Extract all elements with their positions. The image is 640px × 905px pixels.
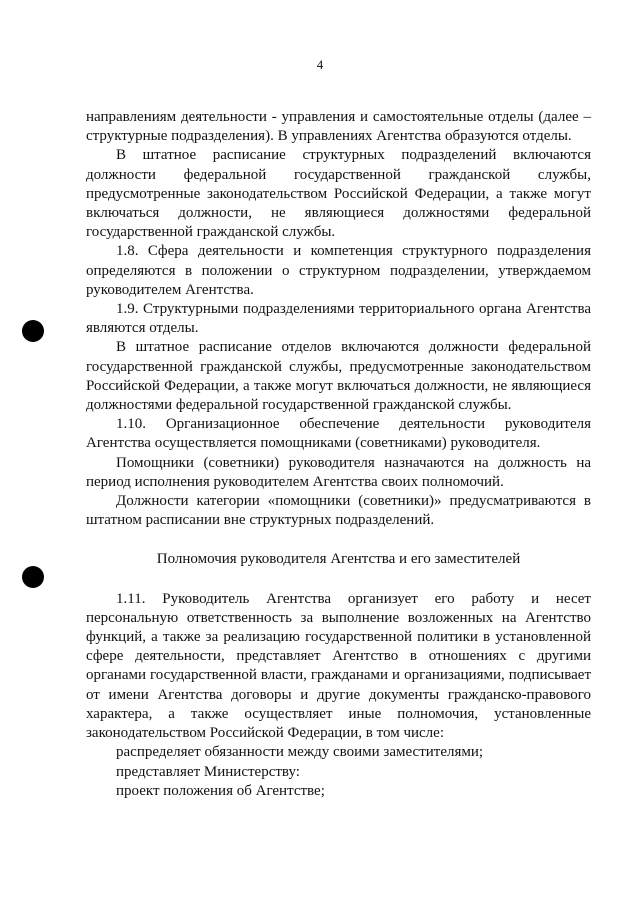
punch-hole	[22, 320, 44, 342]
paragraph: Помощники (советники) руководителя назначаются на должность на период исполнения руководителем Агентства своих полномочий.	[86, 454, 591, 490]
list-item: распределяет обязанности между своими заместителями;	[116, 744, 484, 761]
paragraph: Должности категории «помощники (советники)» предусматриваются в штатном расписании вне структурных подразделений.	[86, 493, 591, 529]
section-heading: Полномочия руководителя Агентства и его заместителей	[156, 551, 521, 568]
paragraph: В штатное расписание структурных подразделений включаются должности федеральной государственной гражданской службы, предусмотренные законодательством Российской Федерации, а также могут включаться должности, не являющиеся должностями федеральной государственной гражданской службы.	[86, 147, 591, 241]
list-item: проект положения об Агентстве;	[116, 782, 325, 799]
paragraph: В штатное расписание отделов включаются должности федеральной государственной гражданской службы, предусмотренные законодательством Российской Федерации, а также могут включаться должности, не являющиеся должностями федеральной государственной гражданской службы.	[86, 339, 591, 414]
document-body	[86, 108, 591, 801]
paragraph: направлениям деятельности - управления и самостоятельные отделы (далее – структурные подразделения). В управлениях Агентства образуются отделы.	[86, 109, 591, 145]
paragraph: 1.8. Сфера деятельности и компетенция структурного подразделения определяются в положении о структурном подразделении, утверждаемом руководителем Агентства.	[86, 243, 591, 298]
paragraph: 1.9. Структурными подразделениями территориального органа Агентства являются отделы.	[86, 301, 591, 337]
page-number: 4	[316, 57, 324, 72]
list-item: представляет Министерству:	[116, 763, 300, 780]
punch-hole	[22, 566, 44, 588]
paragraph: 1.10. Организационное обеспечение деятельности руководителя Агентства осуществляется помощниками (советниками) руководителя.	[86, 416, 591, 452]
paragraph: 1.11. Руководитель Агентства организует его работу и несет персональную ответственность за выполнение возложенных на Агентство функций, а также за реализацию государственной политики в установленной сфере деятельности, представляет Агентство в отношениях с другими органами государственной власти, гражданами и организациями, подписывает от имени Агентства договоры и другие документы гражданско-правового характера, а также осуществляет иные полномочия, установленные законодательством Российской Федерации, в том числе:	[86, 590, 591, 742]
